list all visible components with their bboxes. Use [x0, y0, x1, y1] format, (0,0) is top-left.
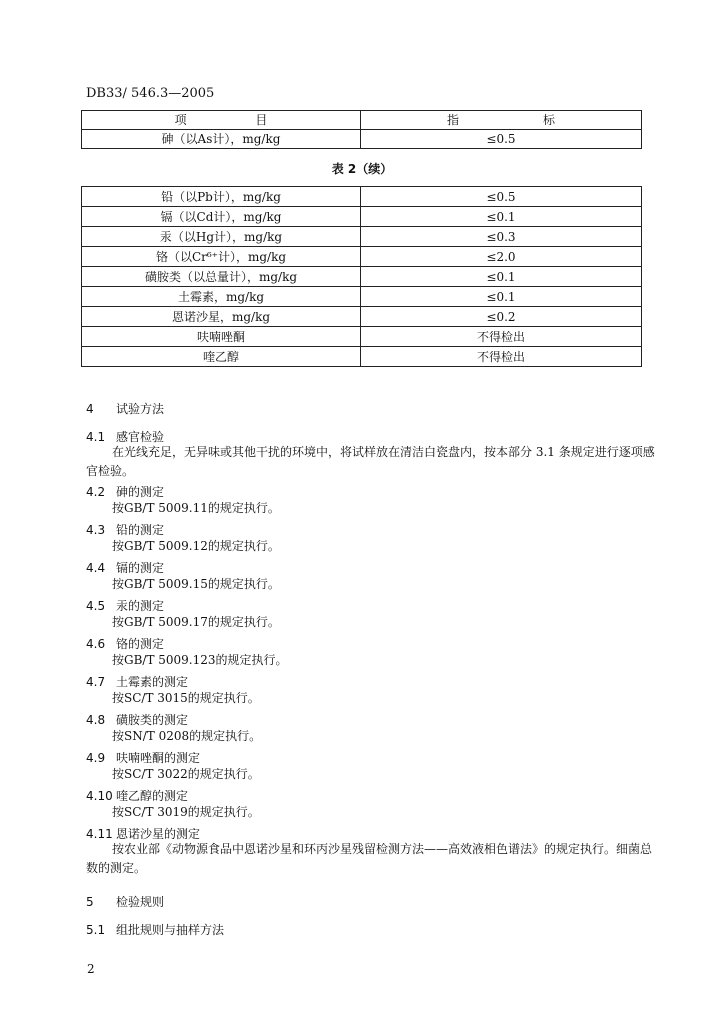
- column-header-item: 项 目: [82, 111, 361, 130]
- table-row: [82, 307, 642, 327]
- section-text-4-10: 按SC/T 3019的规定执行。: [112, 805, 260, 819]
- table-row: [82, 347, 642, 367]
- table-row: [82, 187, 642, 207]
- section-number: 4.9: [86, 751, 106, 765]
- row-item: 磺胺类（以总量计），mg/kg: [82, 267, 361, 287]
- row-value: ≤0.3: [361, 227, 642, 247]
- section-number: 4.7: [86, 675, 106, 689]
- section-text-4-1: 在光线充足，无异味或其他干扰的环境中，将试样放在清洁白瓷盘内，按本部分 3.1 条规定进行逐项感官检验。: [86, 445, 655, 478]
- row-value: ≤0.1: [361, 207, 642, 227]
- section-text-4-4: 按GB/T 5009.15的规定执行。: [112, 577, 280, 591]
- row-item: 汞（以Hg计），mg/kg: [82, 227, 361, 247]
- section-title: 镉的测定: [116, 561, 165, 575]
- section-number: 4.1: [86, 430, 106, 444]
- section-title: 铬的测定: [116, 637, 165, 651]
- section-title: 铅的测定: [116, 523, 165, 537]
- section-title: 感官检验: [116, 430, 165, 444]
- section-heading-4: [86, 400, 164, 417]
- section-title: 组批规则与抽样方法: [116, 923, 225, 937]
- table-row: [82, 267, 642, 287]
- row-value: ≤0.1: [361, 287, 642, 307]
- section-number: 4.8: [86, 713, 106, 727]
- section-title: 恩诺沙星的测定: [116, 827, 201, 841]
- table-header-row: [82, 111, 642, 130]
- row-value: ≤2.0: [361, 247, 642, 267]
- section-text-4-11: 按农业部《动物源食品中恩诺沙星和环丙沙星残留检测方法——高效液相色谱法》的规定执行。细菌总数的测定。: [86, 842, 653, 875]
- section-number: 4.5: [86, 599, 106, 613]
- section-heading-5-1: [86, 921, 224, 938]
- row-value: ≤0.5: [361, 187, 642, 207]
- section-title: 汞的测定: [116, 599, 165, 613]
- table-row: [82, 247, 642, 267]
- section-text-4-9: 按SC/T 3022的规定执行。: [112, 767, 260, 781]
- row-value: ≤0.1: [361, 267, 642, 287]
- section-text-4-6: 按GB/T 5009.123的规定执行。: [112, 653, 288, 667]
- section-text-4-8: 按SN/T 0208的规定执行。: [112, 729, 262, 743]
- row-item: 铬（以Cr⁶⁺计），mg/kg: [82, 247, 361, 267]
- table-row: [82, 227, 642, 247]
- row-item: 喹乙醇: [82, 347, 361, 367]
- row-item: 铅（以Pb计），mg/kg: [82, 187, 361, 207]
- table-caption: 表 2（续）: [331, 162, 393, 176]
- row-value: 不得检出: [361, 347, 642, 367]
- section-heading-4-4: [86, 559, 164, 576]
- section-heading-4-6: [86, 635, 164, 652]
- column-header-value: 指 标: [361, 111, 642, 130]
- section-heading-4-5: [86, 597, 164, 614]
- row-item: 恩诺沙星，mg/kg: [82, 307, 361, 327]
- row-value: 不得检出: [361, 327, 642, 347]
- section-number: 5: [86, 895, 94, 909]
- row-item: 呋喃唑酮: [82, 327, 361, 347]
- section-heading-5: [86, 893, 164, 910]
- section-number: 4.2: [86, 485, 106, 499]
- section-number: 4: [86, 402, 94, 416]
- limits-table-part1: [81, 110, 642, 149]
- section-number: 4.11: [86, 827, 113, 841]
- section-text-4-3: 按GB/T 5009.12的规定执行。: [112, 539, 280, 553]
- section-title: 呋喃唑酮的测定: [116, 751, 201, 765]
- section-number: 5.1: [86, 923, 106, 937]
- section-heading-4-9: [86, 749, 200, 766]
- section-text-4-2: 按GB/T 5009.11的规定执行。: [112, 501, 280, 515]
- row-item: 砷（以As计），mg/kg: [82, 130, 361, 149]
- section-heading-4-7: [86, 673, 188, 690]
- section-title: 检验规则: [116, 895, 165, 909]
- section-title: 喹乙醇的测定: [116, 789, 189, 803]
- row-item: 镉（以Cd计），mg/kg: [82, 207, 361, 227]
- row-item: 土霉素，mg/kg: [82, 287, 361, 307]
- section-heading-4-8: [86, 711, 188, 728]
- section-heading-4-2: [86, 483, 164, 500]
- limits-table-part2: [81, 186, 642, 367]
- table-row: [82, 207, 642, 227]
- section-title: 土霉素的测定: [116, 675, 189, 689]
- section-number: 4.6: [86, 637, 106, 651]
- table-row: [82, 130, 642, 149]
- section-heading-4-10: [86, 787, 188, 804]
- section-number: 4.10: [86, 789, 113, 803]
- row-value: ≤0.5: [361, 130, 642, 149]
- row-value: ≤0.2: [361, 307, 642, 327]
- table-row: [82, 287, 642, 307]
- section-number: 4.3: [86, 523, 106, 537]
- section-title: 砷的测定: [116, 485, 165, 499]
- page-number: 2: [87, 962, 95, 976]
- section-heading-4-3: [86, 521, 164, 538]
- section-text-4-7: 按SC/T 3015的规定执行。: [112, 691, 260, 705]
- section-title: 磺胺类的测定: [116, 713, 189, 727]
- section-title: 试验方法: [116, 402, 165, 416]
- section-number: 4.4: [86, 561, 106, 575]
- table-row: [82, 327, 642, 347]
- section-text-4-5: 按GB/T 5009.17的规定执行。: [112, 615, 280, 629]
- document-id: DB33/ 546.3—2005: [86, 86, 215, 101]
